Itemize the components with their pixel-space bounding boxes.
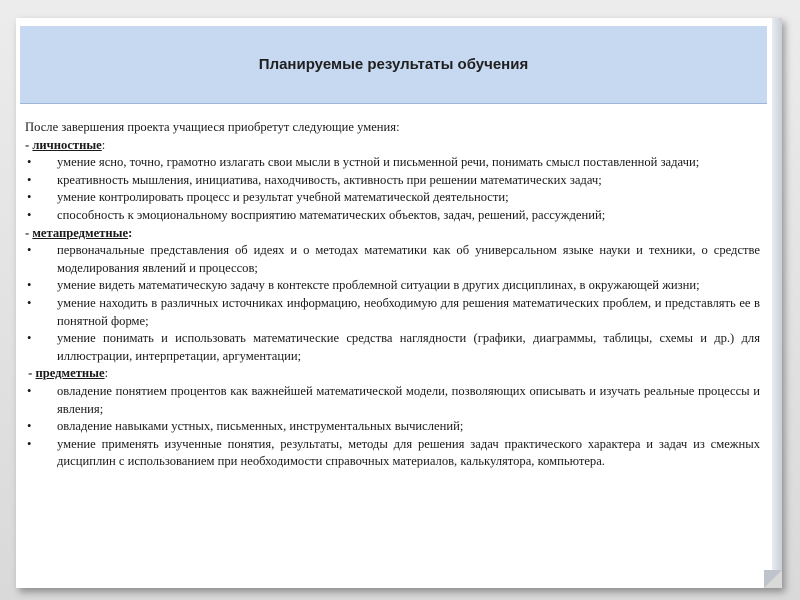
category-metasubject-label: метапредметные [32,225,129,240]
category-personal-label: личностные [32,137,102,152]
list-item: • умение применять изученные понятия, результаты, методы для решения задач практического характера и задач из смежных дисциплин с использованием при необходимости справочных материалов, калькулятора, компьютера. [25,436,760,471]
subject-list [25,383,760,471]
personal-list [25,154,760,224]
category-suffix: : [104,366,109,381]
list-item: • способность к эмоциональному восприятию математических объектов, задач, решений, рассуждений; [25,207,760,225]
list-item: • креативность мышления, инициатива, находчивость, активность при решении математических задач; [25,172,760,190]
list-item: • овладение понятием процентов как важнейшей математической модели, позволяющих описывать и изучать реальные процессы и явления; [25,383,760,418]
list-item: • умение видеть математическую задачу в контексте проблемной ситуации в других дисциплинах, в окружающей жизни; [25,277,760,295]
slide-header [20,26,767,104]
category-subject-label: предметные [35,366,105,381]
decorative-right-stripe [772,18,782,588]
slide-content [25,119,760,471]
intro-text: После завершения проекта учащиеся приобретут следующие умения: [25,120,400,134]
list-item: • умение находить в различных источниках информацию, необходимую для решения математических проблем, и представлять ее в понятной форме; [25,295,760,330]
category-suffix: : [101,137,106,152]
page-corner-fold [764,570,782,588]
list-item: • умение контролировать процесс и результат учебной математической деятельности; [25,189,760,207]
list-item: • овладение навыками устных, письменных, инструментальных вычислений; [25,418,760,436]
category-personal-heading [25,137,760,155]
slide-title: Планируемые результаты обучения [258,56,529,73]
category-suffix: : [128,225,133,240]
list-item: • умение понимать и использовать математические средства наглядности (графики, диаграммы, таблицы, схемы и др.) для иллюстрации, интерпретации, аргументации; [25,330,760,365]
list-item: • умение ясно, точно, грамотно излагать свои мысли в устной и письменной речи, понимать смысл поставленной задачи; [25,154,760,172]
list-item: • первоначальные представления об идеях и о методах математики как об универсальном языке науки и техники, о средстве моделирования явлений и процессов; [25,242,760,277]
category-prefix: - [25,366,36,381]
metasubject-list [25,242,760,365]
slide-page [16,18,782,588]
category-prefix: - [25,225,33,240]
category-prefix: - [25,137,33,152]
category-metasubject-heading [25,225,760,243]
category-subject-heading [25,365,760,383]
